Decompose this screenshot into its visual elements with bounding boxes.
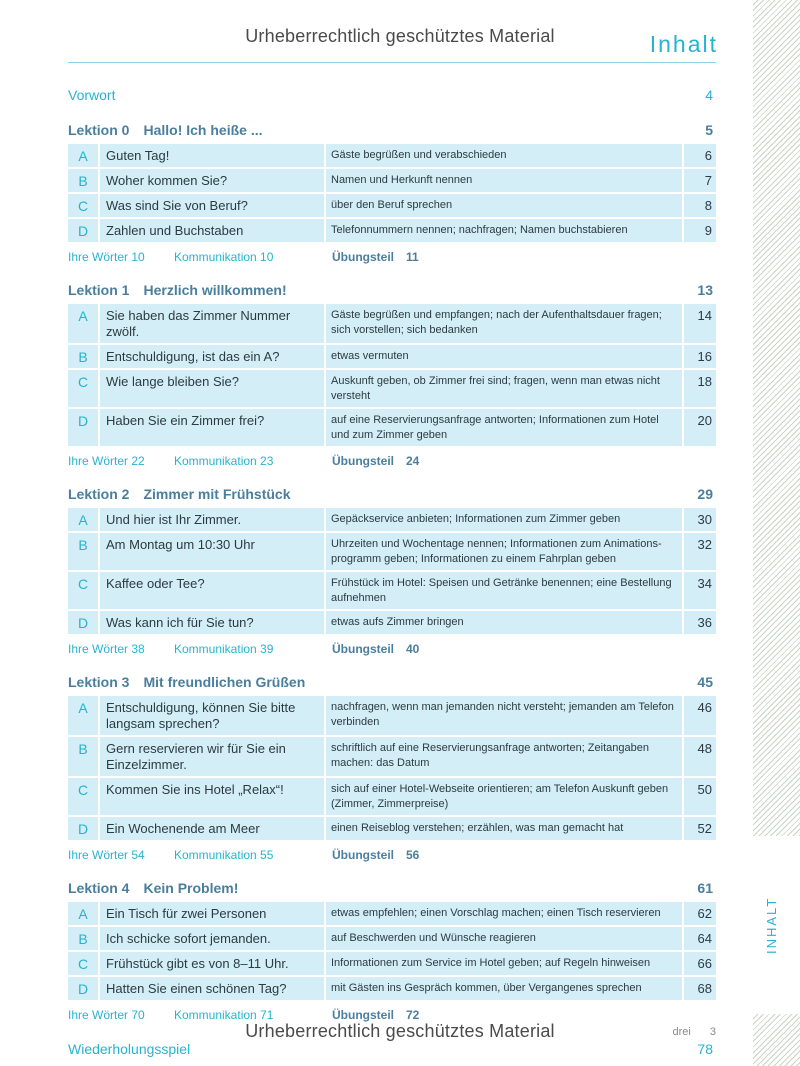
uebungsteil-link[interactable]: [332, 454, 419, 468]
vorwort-label: Vorwort: [68, 87, 116, 103]
row-page: 62: [684, 902, 716, 925]
row-letter: C: [68, 370, 98, 407]
row-page: 48: [684, 737, 716, 776]
row-page: 16: [684, 345, 716, 368]
row-skills: Namen und Herkunft nennen: [326, 169, 682, 192]
vorwort-page: 4: [705, 87, 713, 103]
lesson-number: Lektion 1: [68, 282, 130, 298]
page-number-digit: 3: [709, 1026, 716, 1038]
row-letter: D: [68, 219, 98, 242]
uebungsteil-link[interactable]: [332, 642, 419, 656]
watermark-bottom: Urheberrechtlich geschütztes Material: [245, 1021, 555, 1041]
uebungsteil-label: Übungsteil: [332, 1008, 394, 1022]
lesson-name: Mit freundlichen Grüßen: [143, 674, 306, 690]
ihre-woerter-link[interactable]: Ihre Wörter 38: [68, 642, 145, 656]
lesson-heading[interactable]: [68, 874, 716, 902]
row-skills: über den Beruf sprechen: [326, 194, 682, 217]
lesson-title: [68, 674, 305, 690]
row-letter: A: [68, 696, 98, 735]
row-page: 20: [684, 409, 716, 446]
row-topic: Was kann ich für Sie tun?: [100, 611, 324, 634]
row-topic: Und hier ist Ihr Zimmer.: [100, 508, 324, 531]
table-row[interactable]: [68, 533, 716, 570]
row-skills: Informationen zum Service im Hotel geben; auf Regeln hinweisen: [326, 952, 682, 975]
row-page: 8: [684, 194, 716, 217]
row-page: 32: [684, 533, 716, 570]
kommunikation-link[interactable]: Kommunikation 71: [174, 1008, 274, 1022]
row-skills: etwas aufs Zimmer bringen: [326, 611, 682, 634]
row-skills: nachfragen, wenn man jemanden nicht versteht; jemanden am Telefon verbinden: [326, 696, 682, 735]
row-page: 64: [684, 927, 716, 950]
row-page: 14: [684, 304, 716, 343]
ihre-woerter-link[interactable]: Ihre Wörter 10: [68, 250, 145, 264]
lesson-title: [68, 122, 263, 138]
row-page: 66: [684, 952, 716, 975]
row-letter: D: [68, 817, 98, 840]
row-skills: etwas vermuten: [326, 345, 682, 368]
page-number-word: drei: [672, 1026, 691, 1038]
table-row[interactable]: [68, 737, 716, 776]
lesson-number: Lektion 4: [68, 880, 130, 896]
row-topic: Entschuldigung, ist das ein A?: [100, 345, 324, 368]
row-page: 50: [684, 778, 716, 815]
table-row[interactable]: [68, 370, 716, 407]
lesson-name: Herzlich willkommen!: [143, 282, 287, 298]
kommunikation-link[interactable]: Kommunikation 10: [174, 250, 274, 264]
row-topic: Kaffee oder Tee?: [100, 572, 324, 609]
row-skills: etwas empfehlen; einen Vorschlag machen; einen Tisch reservieren: [326, 902, 682, 925]
uebungsteil-label: Übungsteil: [332, 642, 394, 656]
table-row[interactable]: [68, 817, 716, 840]
lesson-block: [68, 276, 716, 474]
row-letter: C: [68, 194, 98, 217]
lesson-heading[interactable]: [68, 116, 716, 144]
side-label: INHALT: [764, 896, 779, 954]
row-skills: Gepäckservice anbieten; Informationen zum Zimmer geben: [326, 508, 682, 531]
uebungsteil-page: 40: [406, 642, 420, 656]
row-skills: auf Beschwerden und Wünsche reagieren: [326, 927, 682, 950]
row-page: 68: [684, 977, 716, 1000]
lesson-title: [68, 486, 291, 502]
lesson-block: [68, 668, 716, 868]
table-row[interactable]: [68, 927, 716, 950]
row-page: 6: [684, 144, 716, 167]
row-skills: Frühstück im Hotel: Speisen und Getränke benennen; eine Bestellung aufnehmen: [326, 572, 682, 609]
row-letter: C: [68, 778, 98, 815]
row-skills: einen Reiseblog verstehen; erzählen, was man gemacht hat: [326, 817, 682, 840]
lesson-title: [68, 282, 287, 298]
row-skills: Uhrzeiten und Wochentage nennen; Informationen zum Animations-programm geben; Informationen zu einem Fahrplan geben: [326, 533, 682, 570]
lesson-name: Zimmer mit Frühstück: [143, 486, 291, 502]
row-skills: Gäste begrüßen und verabschieden: [326, 144, 682, 167]
lesson-title: [68, 880, 238, 896]
decorative-stripe-top: [753, 0, 800, 836]
toc-entry-vorwort[interactable]: [68, 80, 716, 110]
row-topic: Ein Wochenende am Meer: [100, 817, 324, 840]
row-letter: B: [68, 927, 98, 950]
uebungsteil-page: 11: [406, 250, 419, 264]
row-letter: D: [68, 409, 98, 446]
table-row[interactable]: [68, 696, 716, 735]
uebungsteil-link[interactable]: [332, 848, 419, 862]
row-skills: mit Gästen ins Gespräch kommen, über Vergangenes sprechen: [326, 977, 682, 1000]
row-topic: Ein Tisch für zwei Personen: [100, 902, 324, 925]
lesson-block: [68, 116, 716, 270]
uebungsteil-label: Übungsteil: [332, 848, 394, 862]
row-letter: C: [68, 572, 98, 609]
uebungsteil-label: Übungsteil: [332, 454, 394, 468]
row-letter: A: [68, 144, 98, 167]
row-topic: Ich schicke sofort jemanden.: [100, 927, 324, 950]
row-page: 36: [684, 611, 716, 634]
lesson-page: 5: [705, 122, 713, 138]
row-letter: D: [68, 611, 98, 634]
lessons-list: [68, 116, 716, 1028]
row-page: 18: [684, 370, 716, 407]
table-row[interactable]: [68, 194, 716, 217]
row-topic: Wie lange bleiben Sie?: [100, 370, 324, 407]
row-skills: auf eine Reservierungsanfrage antworten; Informationen zum Hotel und zum Zimmer geben: [326, 409, 682, 446]
kommunikation-link[interactable]: Kommunikation 39: [174, 642, 274, 656]
lesson-heading[interactable]: [68, 668, 716, 696]
row-topic: Was sind Sie von Beruf?: [100, 194, 324, 217]
row-letter: A: [68, 902, 98, 925]
uebungsteil-page: 24: [406, 454, 420, 468]
row-topic: Woher kommen Sie?: [100, 169, 324, 192]
row-page: 7: [684, 169, 716, 192]
lesson-page: 29: [697, 486, 713, 502]
table-of-contents: [68, 80, 716, 1064]
row-letter: B: [68, 345, 98, 368]
uebungsteil-link[interactable]: [332, 1008, 419, 1022]
row-letter: B: [68, 737, 98, 776]
row-letter: A: [68, 304, 98, 343]
row-topic: Gern reservieren wir für Sie ein Einzelzimmer.: [100, 737, 324, 776]
row-letter: C: [68, 952, 98, 975]
row-letter: B: [68, 533, 98, 570]
table-row[interactable]: [68, 144, 716, 167]
table-row[interactable]: [68, 952, 716, 975]
row-page: 52: [684, 817, 716, 840]
uebungsteil-label: Übungsteil: [332, 250, 394, 264]
page-number: [672, 1026, 716, 1038]
row-skills: Auskunft geben, ob Zimmer frei sind; fragen, wenn man etwas nicht versteht: [326, 370, 682, 407]
page-title: Inhalt: [649, 31, 718, 57]
table-row[interactable]: [68, 345, 716, 368]
lesson-number: Lektion 3: [68, 674, 130, 690]
row-topic: Kommen Sie ins Hotel „Relax“!: [100, 778, 324, 815]
table-row[interactable]: [68, 508, 716, 531]
lesson-footer: [68, 448, 716, 474]
row-topic: Am Montag um 10:30 Uhr: [100, 533, 324, 570]
table-row[interactable]: [68, 304, 716, 343]
lesson-number: Lektion 0: [68, 122, 130, 138]
uebungsteil-page: 56: [406, 848, 420, 862]
table-row[interactable]: [68, 572, 716, 609]
lesson-footer: [68, 244, 716, 270]
uebungsteil-link[interactable]: [332, 250, 419, 264]
row-skills: Telefonnummern nennen; nachfragen; Namen buchstabieren: [326, 219, 682, 242]
watermark-top: Urheberrechtlich geschütztes Material: [245, 26, 555, 46]
row-topic: Haben Sie ein Zimmer frei?: [100, 409, 324, 446]
lesson-block: [68, 874, 716, 1028]
row-page: 9: [684, 219, 716, 242]
row-topic: Zahlen und Buchstaben: [100, 219, 324, 242]
kommunikation-link[interactable]: Kommunikation 23: [174, 454, 274, 468]
ihre-woerter-link[interactable]: Ihre Wörter 54: [68, 848, 145, 862]
table-row[interactable]: [68, 611, 716, 634]
table-row[interactable]: [68, 778, 716, 815]
row-topic: Hatten Sie einen schönen Tag?: [100, 977, 324, 1000]
header-rule: [68, 62, 716, 63]
lesson-name: Hallo! Ich heiße ...: [143, 122, 263, 138]
uebungsteil-page: 72: [406, 1008, 420, 1022]
row-topic: Sie haben das Zimmer Nummer zwölf.: [100, 304, 324, 343]
table-row[interactable]: [68, 219, 716, 242]
row-topic: Entschuldigung, können Sie bitte langsam sprechen?: [100, 696, 324, 735]
lesson-footer: [68, 842, 716, 868]
lesson-name: Kein Problem!: [143, 880, 239, 896]
ihre-woerter-link[interactable]: Ihre Wörter 22: [68, 454, 145, 468]
row-letter: B: [68, 169, 98, 192]
table-row[interactable]: [68, 902, 716, 925]
row-letter: D: [68, 977, 98, 1000]
row-skills: sich auf einer Hotel-Webseite orientieren; am Telefon Auskunft geben (Zimmer, Zimmerpreise): [326, 778, 682, 815]
row-topic: Frühstück gibt es von 8–11 Uhr.: [100, 952, 324, 975]
lesson-heading[interactable]: [68, 276, 716, 304]
lesson-page: 13: [697, 282, 713, 298]
lesson-footer: [68, 636, 716, 662]
lesson-heading[interactable]: [68, 480, 716, 508]
row-skills: Gäste begrüßen und empfangen; nach der Aufenthaltsdauer fragen; sich vorstellen; sich bedanken: [326, 304, 682, 343]
wiederholungsspiel-label: Wiederholungsspiel: [68, 1041, 191, 1057]
table-row[interactable]: [68, 169, 716, 192]
row-page: 34: [684, 572, 716, 609]
row-topic: Guten Tag!: [100, 144, 324, 167]
lesson-page: 45: [697, 674, 713, 690]
row-skills: schriftlich auf eine Reservierungsanfrage antworten; Zeitangaben machen: das Datum: [326, 737, 682, 776]
wiederholungsspiel-page: 78: [697, 1041, 713, 1057]
lesson-block: [68, 480, 716, 662]
table-row[interactable]: [68, 977, 716, 1000]
table-row[interactable]: [68, 409, 716, 446]
kommunikation-link[interactable]: Kommunikation 55: [174, 848, 274, 862]
row-page: 30: [684, 508, 716, 531]
lesson-page: 61: [697, 880, 713, 896]
lesson-number: Lektion 2: [68, 486, 130, 502]
row-letter: A: [68, 508, 98, 531]
ihre-woerter-link[interactable]: Ihre Wörter 70: [68, 1008, 145, 1022]
row-page: 46: [684, 696, 716, 735]
